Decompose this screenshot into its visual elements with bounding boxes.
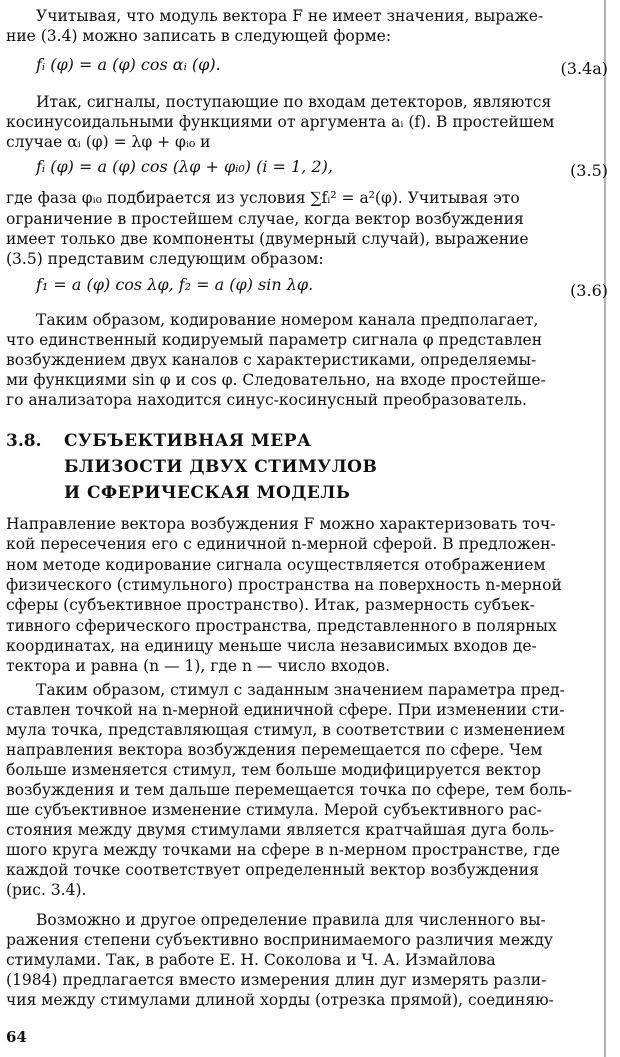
paragraph-1-line-2: ние (3.4) можно записать в следующей форме: xyxy=(6,27,392,45)
section-title-line-2: БЛИЗОСТИ ДВУХ СТИМУЛОВ xyxy=(64,457,378,477)
section-title-line-1: СУБЪЕКТИВНАЯ МЕРА xyxy=(64,431,312,451)
paragraph-4-line-3: возбуждением двух каналов с характеристиками, определяемы- xyxy=(6,351,537,369)
paragraph-4-line-5: го анализатора находится синус-косинусный преобразователь. xyxy=(6,391,527,409)
equation-number-3-6: (3.6) xyxy=(570,281,608,300)
paragraph-6-line-10: каждой точке соответствует определенный вектор возбуждения xyxy=(6,861,539,879)
paragraph-6-line-9: шого круга между точками на сфере в n-мерном пространстве, где xyxy=(6,841,560,859)
paragraph-6-line-2: ставлен точкой на n-мерной единичной сфере. При изменении сти- xyxy=(6,701,565,719)
paragraph-7-line-2: ражения степени субъективно воспринимаемого различия между xyxy=(6,931,554,949)
paragraph-4-line-4: ми функциями sin φ и cos φ. Следовательно, на входе простейше- xyxy=(6,371,546,389)
equation-number-3-5: (3.5) xyxy=(570,161,608,180)
section-number: 3.8. xyxy=(6,431,42,451)
paragraph-7-line-1: Возможно и другое определение правила для численного вы- xyxy=(36,911,546,929)
page-edge-shadow xyxy=(604,0,606,1057)
paragraph-3-line-2: ограничение в простейшем случае, когда вектор возбуждения xyxy=(6,210,524,228)
paragraph-6-line-7: ше субъективное изменение стимула. Мерой субъективного рас- xyxy=(6,801,542,819)
paragraph-6-line-3: мула точка, представляющая стимул, в соответствии с изменением xyxy=(6,721,565,739)
equation-number-3-4a: (3.4а) xyxy=(560,59,608,78)
page-number: 64 xyxy=(6,1028,27,1046)
paragraph-2-line-2: косинусоидальными функциями от аргумента aᵢ (f). В простейшем xyxy=(6,113,555,131)
paragraph-6-line-4: направления вектора возбуждения перемещается по сфере. Чем xyxy=(6,741,543,759)
formula-3-6: f₁ = a (φ) cos λφ, f₂ = a (φ) sin λφ. xyxy=(36,275,314,294)
paragraph-6-line-8: стояния между двумя стимулами является кратчайшая дуга боль- xyxy=(6,821,555,839)
paragraph-5-line-7: координатах, на единицу меньше числа независимых входов де- xyxy=(6,637,537,655)
paragraph-2-line-3: случае αᵢ (φ) = λφ + φᵢ₀ и xyxy=(6,133,211,151)
paragraph-7-line-5: чия между стимулами длиной хорды (отрезка прямой), соединяю- xyxy=(6,991,554,1009)
paragraph-6-line-11: (рис. 3.4). xyxy=(6,881,87,899)
paragraph-6-line-5: больше изменяется стимул, тем больше модифицируется вектор xyxy=(6,761,541,779)
formula-3-5: fᵢ (φ) = a (φ) cos (λφ + φᵢ₀) (i = 1, 2), xyxy=(36,157,333,176)
paragraph-3-line-3: имеет только две компоненты (двумерный случай), выражение xyxy=(6,230,529,248)
paragraph-5-line-3: ном методе кодирование сигнала осуществляется отображением xyxy=(6,556,546,574)
paragraph-3-line-4: (3.5) представим следующим образом: xyxy=(6,250,324,268)
paragraph-5-line-1: Направление вектора возбуждения F можно характеризовать точ- xyxy=(6,515,556,533)
paragraph-5-line-5: сферы (субъективное пространство). Итак, размерность субъек- xyxy=(6,596,536,614)
paragraph-6-line-6: возбуждения и тем дальше перемещается точка по сфере, тем боль- xyxy=(6,781,572,799)
paragraph-4-line-2: что единственный кодируемый параметр сигнала φ представлен xyxy=(6,331,543,349)
section-title-line-3: И СФЕРИЧЕСКАЯ МОДЕЛЬ xyxy=(64,483,351,503)
paragraph-1-line-1: Учитывая, что модуль вектора F не имеет значения, выраже- xyxy=(36,7,544,25)
paragraph-5-line-8: тектора и равна (n — 1), где n — число входов. xyxy=(6,657,391,675)
paragraph-7-line-4: (1984) предлагается вместо измерения длин дуг измерять разли- xyxy=(6,971,547,989)
formula-3-4a: fᵢ (φ) = a (φ) cos αᵢ (φ). xyxy=(36,55,221,74)
paragraph-5-line-2: кой пересечения его с единичной n-мерной сферой. В предложен- xyxy=(6,535,556,553)
paragraph-4-line-1: Таким образом, кодирование номером канала предполагает, xyxy=(36,311,539,329)
paragraph-7-line-3: стимулами. Так, в работе Е. Н. Соколова и Ч. А. Измайлова xyxy=(6,951,496,969)
paragraph-5-line-6: тивного сферического пространства, представленного в полярных xyxy=(6,617,557,635)
paragraph-2-line-1: Итак, сигналы, поступающие по входам детекторов, являются xyxy=(36,93,552,111)
paragraph-6-line-1: Таким образом, стимул с заданным значением параметра пред- xyxy=(36,681,565,699)
paragraph-3-line-1: где фаза φᵢ₀ подбирается из условия ∑fᵢ² = a²(φ). Учитывая это xyxy=(6,189,520,207)
paragraph-5-line-4: физического (стимульного) пространства на поверхность n-мерной xyxy=(6,576,562,594)
